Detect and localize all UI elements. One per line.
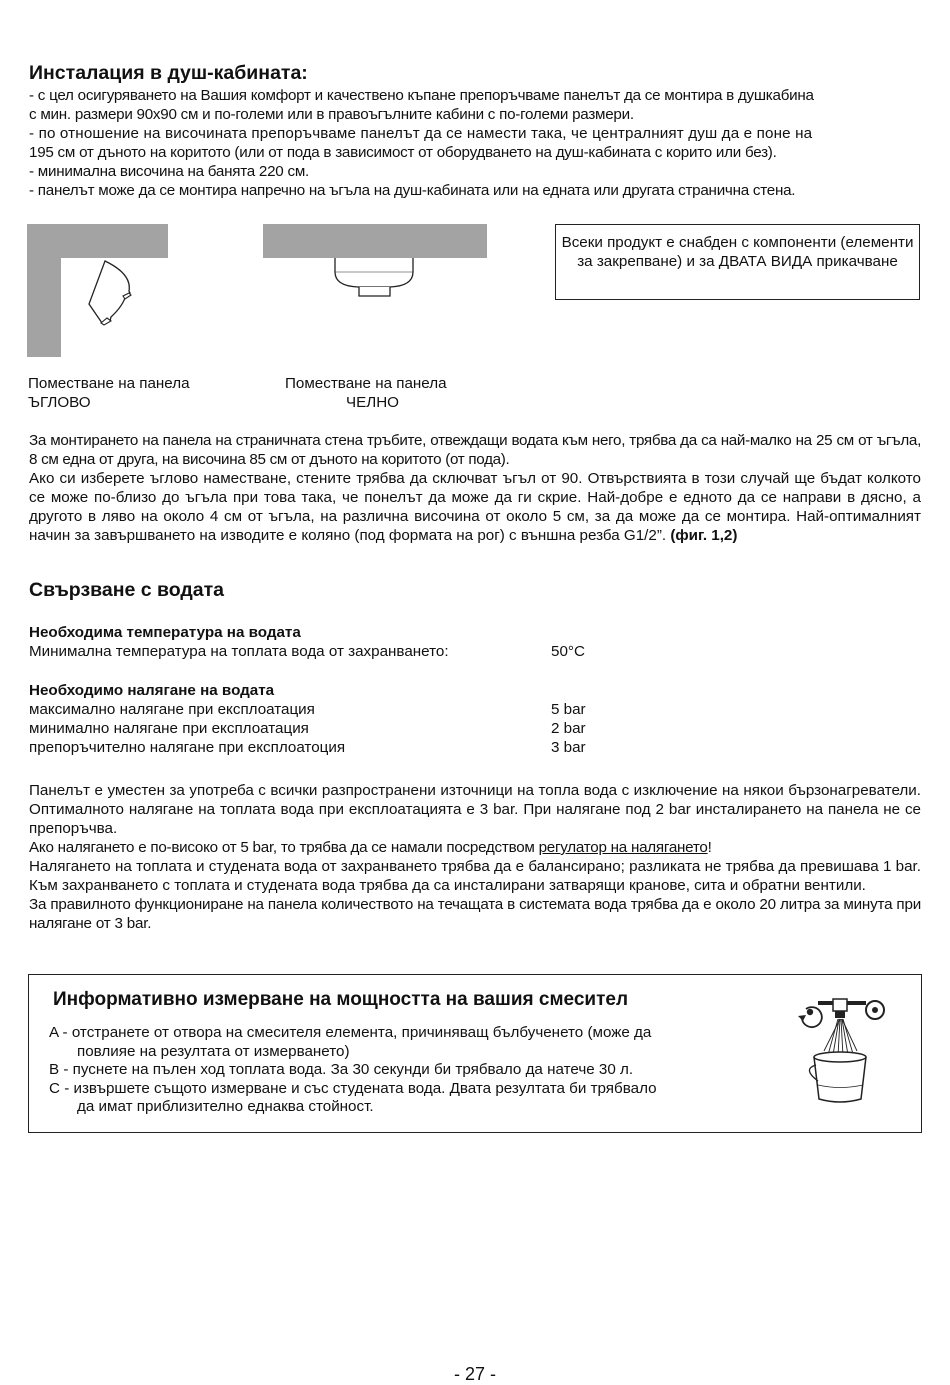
- pressure-label: минимално налягане при експлоатация: [29, 720, 309, 737]
- figure-reference: (фиг. 1,2): [670, 527, 738, 544]
- temperature-block: [29, 623, 729, 661]
- list-item: [49, 1024, 769, 1061]
- installation-list: [29, 86, 924, 200]
- list-line: - по отношение на височината препоръчваме панелът да се намести така, че централният душ да е поне на: [29, 125, 813, 142]
- step-letter: C -: [49, 1079, 70, 1097]
- list-line: с мин. размери 90x90 см и по-големи или в правоъгълните кабини с по-големи размери.: [29, 106, 634, 123]
- measurement-box: [28, 974, 922, 1133]
- corner-paragraph: [29, 469, 921, 545]
- corner-paragraph-text: Ако си изберете ъглово наместване, стените трябва да сключват ъгъл от 90. Отвърствията в този случай ще бъдат колкото се може по-близо до ъгъла при това така, че понелът да може да ги скрие. Най-добре е едното да се направи в дясно, а другото в ляво на около 4 см от ъгъла, на различна височина от около 5 см, за да може да се монтира. Най-оптималният начин за завършването на изводите е коляно (под формата на рог) с външна резба G1/2”.: [29, 470, 921, 544]
- pressure-label: препоръчително налягане при експлоатоция: [29, 739, 346, 756]
- temperature-label: Минимална температура на топлата вода от захранването:: [29, 643, 449, 660]
- corner-caption: [28, 374, 190, 412]
- step-letter: B -: [49, 1061, 69, 1078]
- pressure-value: 3 bar: [551, 739, 586, 756]
- pressure-value: 2 bar: [551, 720, 586, 737]
- list-item: [49, 1061, 769, 1080]
- step-text-cont: повлияе на резултата от измерването): [77, 1042, 350, 1060]
- step-letter: A -: [49, 1024, 68, 1041]
- front-caption: [285, 374, 447, 412]
- fixing-note-text: Всеки продукт е снабден с компоненти (елементи за закрепване) и за ДВАТА ВИДА прикачване: [561, 234, 914, 270]
- pressure-row: [29, 738, 729, 757]
- balance-paragraph: Налягането на топлата и студената вода от захранването трябва да е балансирано; разликата не трябва да превишава 1 bar. Към захранването с топлата и студената вода трябва да са инсталирани затварящи кранове, сита и обратни вентили.: [29, 858, 921, 894]
- flow-paragraph: За правилното функциониране на панела количеството на течащата в системата вода трябва да е около 20 литра за минута при налягане от 3 bar.: [29, 896, 921, 932]
- temperature-row: [29, 642, 729, 661]
- pressure-label: максимално налягане при експлоатация: [29, 701, 315, 718]
- side-wall-text: [29, 431, 921, 545]
- pressure-regulator-link: регулатор на налягането: [538, 839, 708, 856]
- caption-line: Поместване на панела: [28, 375, 190, 392]
- measurement-steps: [49, 1024, 769, 1117]
- caption-line: Поместване на панела: [285, 375, 447, 392]
- corner-mounting-illustration: [27, 224, 172, 359]
- list-line: - панелът може да се монтира напречно на ъгъла на душ-кабината или на едната или другата странична стена.: [29, 182, 796, 199]
- list-item: [49, 1080, 769, 1117]
- measurement-title: Информативно измерване на мощността на вашия смесител: [53, 989, 629, 1010]
- step-text: пуснете на пълен ход топлата вода. За 30 секунди би трябвало да натече 30 л.: [72, 1061, 634, 1078]
- temperature-heading: Необходима температура на водата: [29, 624, 301, 641]
- list-line: 195 см от дъното на коритото (или от пода в зависимост от оборудването на душ-кабината с корито или без).: [29, 144, 777, 161]
- caption-line: ЪГЛОВО: [28, 394, 91, 411]
- step-text: извършете същото измерване и със студената вода. Двата резултата би трябвало: [73, 1079, 657, 1097]
- page-number: - 27 -: [453, 1364, 496, 1384]
- section-title-water: Свързване с водата: [29, 579, 225, 601]
- pressure-block: [29, 681, 729, 757]
- step-text: отстранете от отвора на смесителя елемента, причиняващ бълбученето (може да: [71, 1024, 652, 1041]
- side-wall-paragraph: За монтирането на панела на страничната стена тръбите, отвеждащи водата към него, трябва да са най-малко на 25 см от ъгъла, 8 см една от друга, на височина 85 см от дъното на коритото (от пода).: [29, 432, 921, 468]
- pressure-value: 5 bar: [551, 701, 586, 718]
- front-mounting-illustration: [263, 224, 489, 304]
- pressure-regulator-paragraph: [29, 838, 921, 857]
- water-text: [29, 781, 921, 933]
- pressure-heading: Необходимо налягане на водата: [29, 682, 275, 699]
- fixing-note-box: [555, 224, 920, 300]
- bucket-measurement-icon: [788, 993, 898, 1113]
- water-sources-paragraph: Панелът е уместен за употреба с всички разпространени източници на топла вода с изключение на някои бързонагреватели. Оптималното налягане на топлата вода при експлоатацията е 3 bar. При налягане под 2 bar инсталирането на панела не се препоръчва.: [29, 782, 921, 837]
- section-title-installation: Инсталация в душ-кабината:: [29, 62, 308, 84]
- temperature-value: 50°C: [551, 643, 585, 660]
- list-line: - с цел осигуряването на Вашия комфорт и качествено къпане препоръчваме панелът да се монтира в душкабина: [29, 87, 814, 104]
- regulator-text: Ако налягането е по-високо от 5 bar, то трябва да се намали посредством: [29, 839, 539, 856]
- pressure-row: [29, 700, 729, 719]
- caption-line: ЧЕЛНО: [346, 394, 400, 411]
- list-line: - минимална височина на банята 220 см.: [29, 163, 309, 180]
- pressure-row: [29, 719, 729, 738]
- regulator-text-end: !: [707, 839, 712, 856]
- step-text-cont: да имат приблизително еднаква стойност.: [77, 1098, 374, 1115]
